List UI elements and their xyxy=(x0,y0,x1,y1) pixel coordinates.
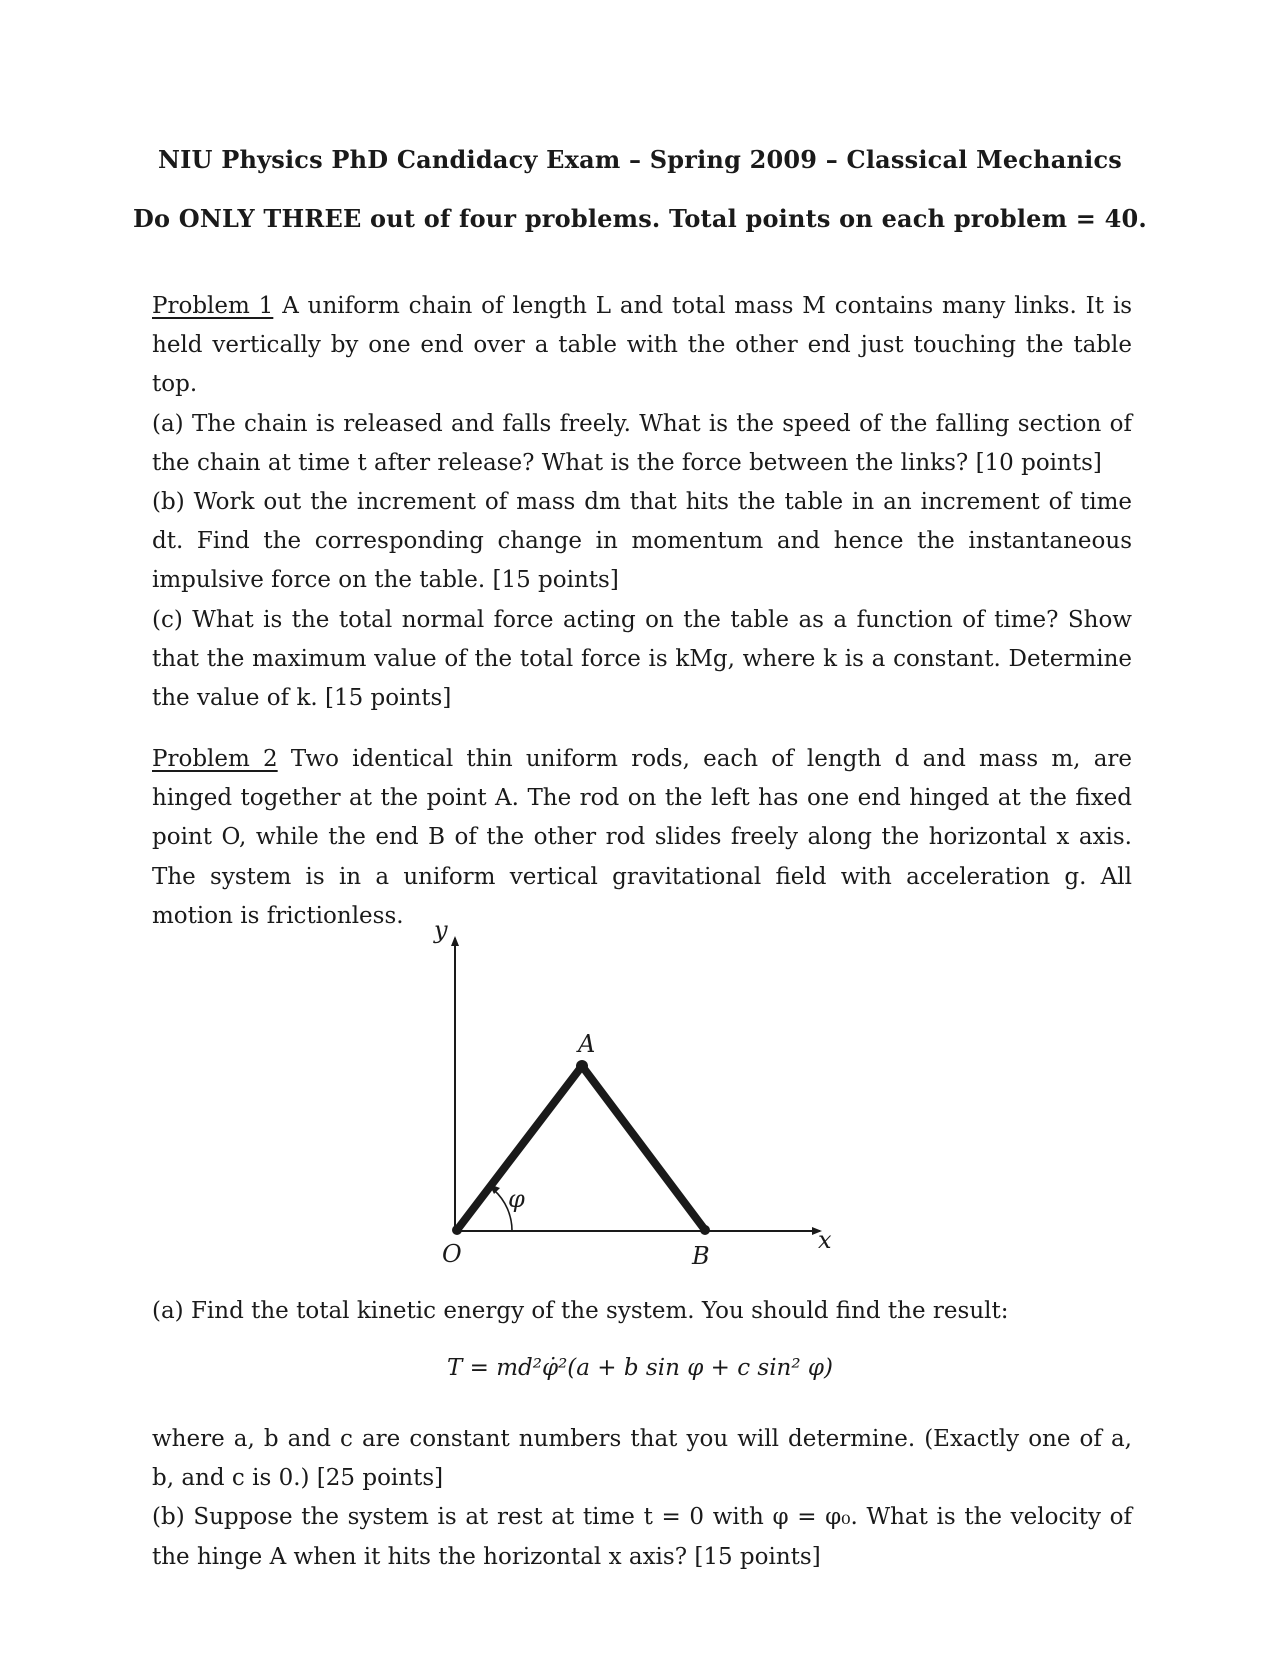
problem-2-part-a-text: (a) Find the total kinetic energy of the system. You should find the result: xyxy=(152,1298,1009,1324)
y-axis-label: y xyxy=(434,916,448,944)
angle-label: φ xyxy=(508,1185,525,1213)
origin-dot xyxy=(452,1225,462,1235)
end-b-dot xyxy=(700,1225,710,1235)
x-axis-label: x xyxy=(818,1226,832,1254)
origin-label: O xyxy=(442,1240,462,1268)
problem-1-part-b: (b) Work out the increment of mass dm that hits the table in an increment of time dt. Find the corresponding change in momentum and hence the instantaneous impulsive force on the table. [15 points] xyxy=(152,489,1132,594)
problem-2-label: Problem 2 xyxy=(152,746,278,772)
problem-2-part-b: (b) Suppose the system is at rest at time t = 0 with φ = φ₀. What is the velocity of the hinge A when it hits the horizontal x axis? [15 points] xyxy=(152,1504,1132,1570)
hinge-a-dot xyxy=(576,1060,588,1072)
problem-2-continued xyxy=(152,1420,1132,1577)
hinge-a-label: A xyxy=(578,1030,596,1058)
kinetic-energy-formula: T = md²φ̇²(a + b sin φ + c sin² φ) xyxy=(447,1355,833,1381)
exam-instructions: Do ONLY THREE out of four problems. Total points on each problem = 40. xyxy=(132,204,1147,233)
problem-1-part-a: (a) The chain is released and falls freely. What is the speed of the falling section of the chain at time t after release? What is the force between the links? [10 points] xyxy=(152,410,1132,476)
exam-title: NIU Physics PhD Candidacy Exam – Spring 2009 – Classical Mechanics xyxy=(157,145,1123,174)
problem-2-part-a-cont: where a, b and c are constant numbers that you will determine. (Exactly one of a, b, and c is 0.) [25 points] xyxy=(152,1426,1132,1492)
problem-2-intro: Two identical thin uniform rods, each of length d and mass m, are hinged together at the point A. The rod on the left has one end hinged at the fixed point O, while the end B of the other rod slides freely along the horizontal x axis. The system is in a uniform vertical gravitational field with acceleration g. All motion is frictionless. xyxy=(152,746,1133,929)
problem-1-intro: A uniform chain of length L and total mass M contains many links. It is held vertically by one end over a table with the other end just touching the table top. xyxy=(152,293,1133,398)
problem-1-label: Problem 1 xyxy=(152,293,274,319)
end-b-label: B xyxy=(692,1242,710,1270)
right-rod xyxy=(582,1066,705,1230)
problem-1-part-c: (c) What is the total normal force acting on the table as a function of time? Show that the maximum value of the total force is kMg, where k is a constant. Determine the value of k. [15 points] xyxy=(152,606,1132,712)
problem-2-part-a xyxy=(152,1292,1132,1331)
